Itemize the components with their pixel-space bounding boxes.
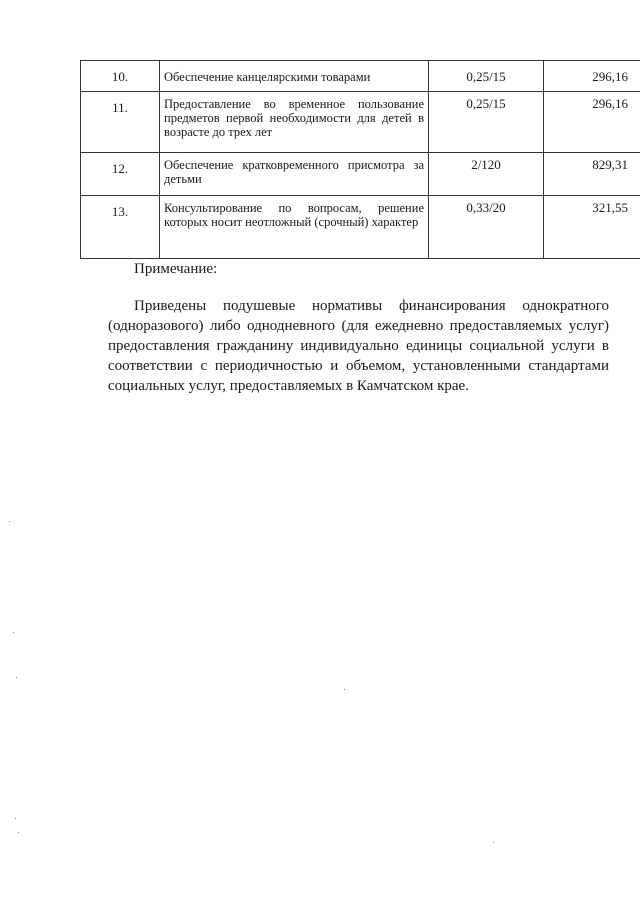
service-name: Обеспечение кратковременного присмотра за детьми bbox=[160, 153, 429, 196]
service-cost: 296,16 bbox=[544, 61, 640, 92]
table-row bbox=[81, 61, 640, 92]
table-row bbox=[81, 153, 640, 196]
table-row bbox=[81, 196, 640, 259]
service-norm: 2/120 bbox=[429, 153, 544, 196]
table-row bbox=[81, 92, 640, 153]
scan-speck bbox=[13, 632, 14, 633]
scan-speck bbox=[16, 677, 17, 678]
row-number: 13. bbox=[81, 196, 160, 259]
row-number: 10. bbox=[81, 61, 160, 92]
note-text: Приведены подушевые нормативы финансирования однократного (одноразового) либо однодневного (для ежедневно предоставляемых услуг) предоставления гражданину индивидуально единицы социальной услуги в соответствии с периодичностью и объемом, установленными стандартами социальных услуг, предоставляемых в Камчатском крае. bbox=[108, 298, 609, 394]
service-norm: 0,25/15 bbox=[429, 61, 544, 92]
scan-speck bbox=[18, 832, 19, 833]
service-name: Обеспечение канцелярскими товарами bbox=[160, 61, 429, 92]
service-name: Предоставление во временное пользование предметов первой необходимости для детей в возрасте до трех лет bbox=[160, 92, 429, 153]
service-norm: 0,33/20 bbox=[429, 196, 544, 259]
services-table bbox=[80, 60, 640, 259]
service-cost: 296,16 bbox=[544, 92, 640, 153]
scan-speck bbox=[15, 818, 16, 819]
service-cost: 321,55 bbox=[544, 196, 640, 259]
scan-speck bbox=[9, 521, 10, 522]
note-label: Примечание: bbox=[134, 261, 218, 277]
row-number: 12. bbox=[81, 153, 160, 196]
row-number: 11. bbox=[81, 92, 160, 153]
service-cost: 829,31 bbox=[544, 153, 640, 196]
service-norm: 0,25/15 bbox=[429, 92, 544, 153]
service-name: Консультирование по вопросам, решение которых носит неотложный (срочный) характер bbox=[160, 196, 429, 259]
scan-speck bbox=[344, 689, 345, 690]
scan-speck bbox=[493, 842, 494, 843]
